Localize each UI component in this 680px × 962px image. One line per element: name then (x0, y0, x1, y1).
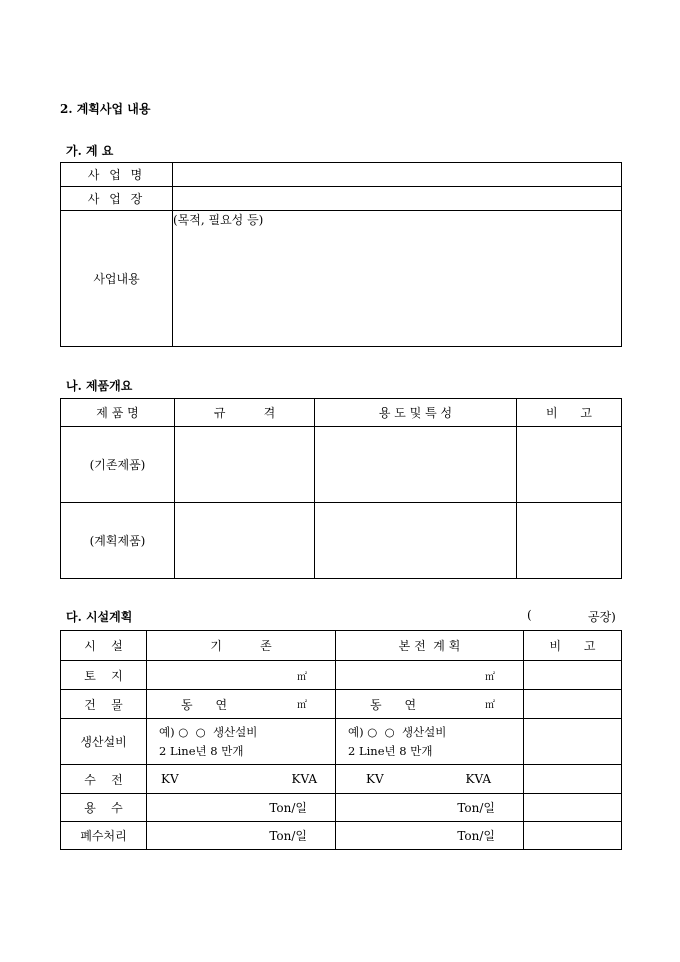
building-existing-unit: ㎡ (297, 699, 307, 711)
section-b-title: 나. 제품개요 (66, 379, 133, 393)
power-planned-kv: KV (366, 772, 384, 786)
label-building: 건 물 (61, 690, 147, 719)
factory-note-open: ( (527, 608, 532, 622)
header-product-name: 제 품 명 (61, 399, 175, 427)
section-a-title: 가. 계 요 (66, 144, 114, 158)
label-planned-product: (계획제품) (61, 503, 175, 579)
product-table (60, 398, 622, 579)
table-cell (517, 427, 622, 503)
label-production-equipment: 생산설비 (61, 719, 147, 765)
equipment-existing-line2: 2 Line년 8 만개 (159, 743, 244, 758)
label-business-site: 사 업 장 (61, 187, 173, 211)
label-power: 수 전 (61, 765, 147, 794)
label-existing-product: (기존제품) (61, 427, 175, 503)
building-planned-left: 동 연 (370, 697, 417, 712)
header-remarks: 비 고 (524, 631, 622, 661)
label-business-name: 사 업 명 (61, 163, 173, 187)
table-cell (524, 794, 622, 822)
header-usage: 용 도 및 특 성 (315, 399, 517, 427)
wastewater-planned-value: Ton/일 (336, 822, 524, 850)
building-existing-left: 동 연 (181, 697, 228, 712)
section-c-title: 다. 시설계획 (66, 610, 133, 624)
table-cell (524, 822, 622, 850)
power-existing-kv: KV (161, 772, 179, 786)
label-wastewater: 폐수처리 (61, 822, 147, 850)
land-planned-unit: ㎡ (485, 671, 495, 683)
power-existing-kva: KVA (291, 772, 317, 786)
header-spec: 규 격 (175, 399, 315, 427)
equipment-existing-line1: 예) ○ ○ 생산설비 (159, 724, 258, 739)
label-business-content: 사업내용 (61, 211, 173, 347)
table-cell (175, 427, 315, 503)
equipment-planned-line2: 2 Line년 8 만개 (348, 743, 433, 758)
table-cell (524, 719, 622, 765)
equipment-planned-line1: 예) ○ ○ 생산설비 (348, 724, 447, 739)
business-content-value: (목적, 필요성 등) (173, 211, 622, 347)
factory-note-close: 공장) (588, 610, 616, 624)
label-water: 용 수 (61, 794, 147, 822)
wastewater-existing-value: Ton/일 (147, 822, 336, 850)
label-land: 토 지 (61, 661, 147, 690)
overview-table (60, 162, 622, 347)
table-cell (175, 503, 315, 579)
header-remarks: 비 고 (517, 399, 622, 427)
facility-table (60, 630, 622, 850)
header-facility: 시 설 (61, 631, 147, 661)
table-cell (517, 503, 622, 579)
business-site-value (173, 187, 622, 211)
water-existing-value: Ton/일 (147, 794, 336, 822)
building-planned-unit: ㎡ (485, 699, 495, 711)
table-cell (315, 427, 517, 503)
land-existing-unit: ㎡ (297, 671, 307, 683)
power-planned-kva: KVA (465, 772, 491, 786)
water-planned-value: Ton/일 (336, 794, 524, 822)
business-name-value (173, 163, 622, 187)
header-existing: 기 존 (147, 631, 336, 661)
table-cell (524, 690, 622, 719)
table-cell (524, 661, 622, 690)
table-cell (524, 765, 622, 794)
header-plan: 본 전 계 획 (336, 631, 524, 661)
main-title: 2. 계획사업 내용 (60, 102, 151, 116)
table-cell (315, 503, 517, 579)
